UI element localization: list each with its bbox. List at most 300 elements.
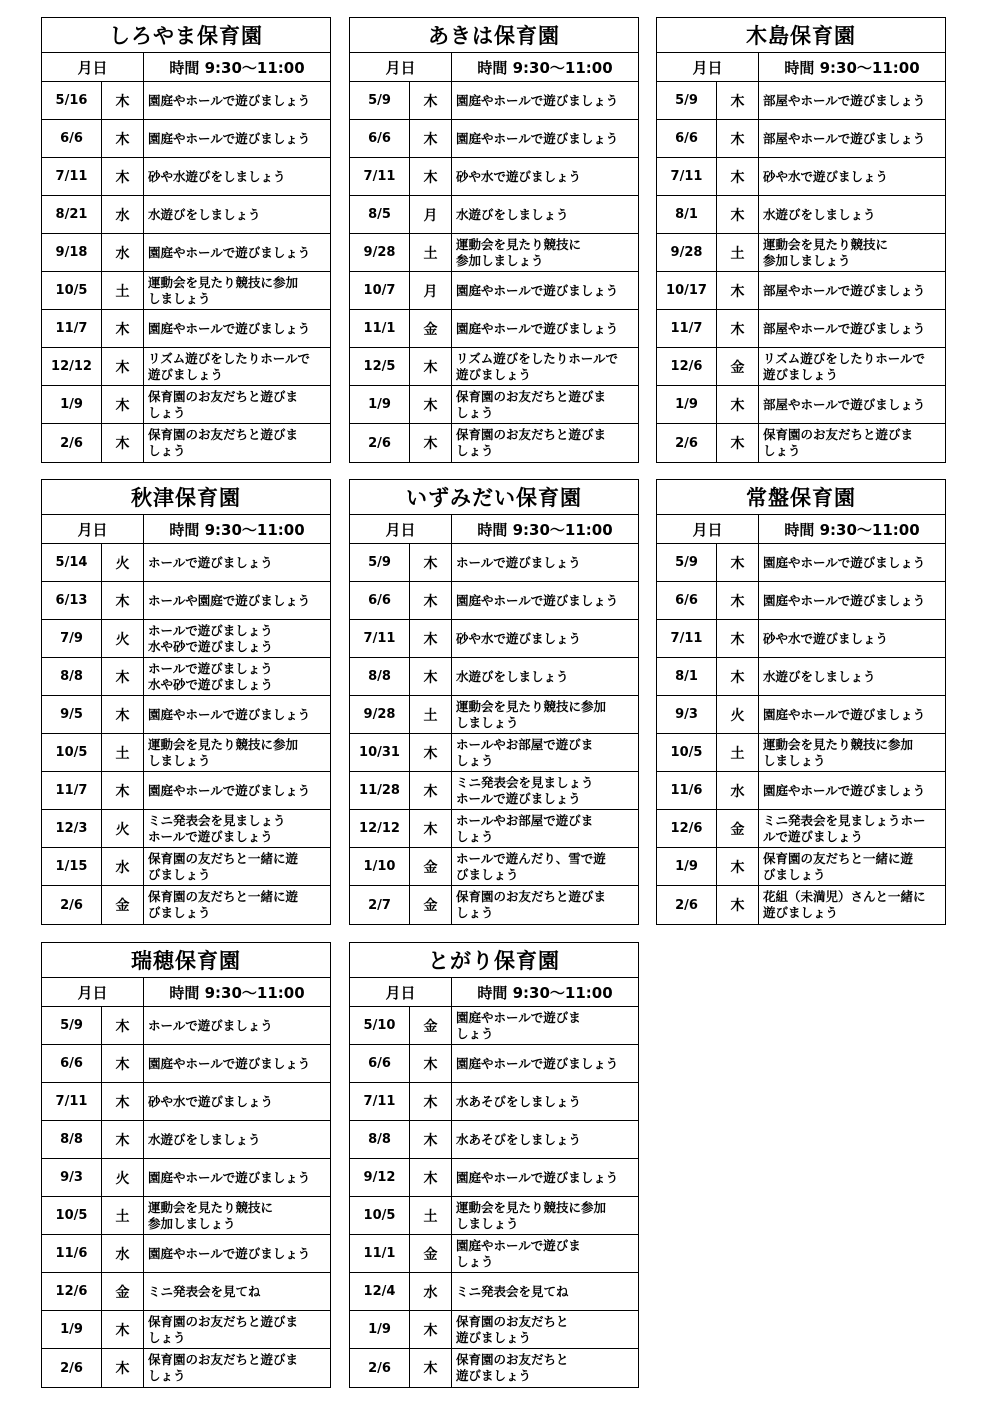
weekday-cell: 土 [410,696,452,733]
weekday-cell: 月 [410,272,452,309]
table-row [350,848,638,886]
weekday-cell: 火 [102,620,144,657]
school-name: 木島保育園 [657,18,945,53]
date-cell: 2/6 [350,1349,410,1387]
table-header [657,515,945,544]
weekday-cell: 木 [410,348,452,385]
weekday-cell: 木 [410,544,452,581]
table-row [42,1045,330,1083]
date-cell: 5/9 [657,82,717,119]
weekday-cell: 木 [410,120,452,157]
activity-cell: 水あそびをしましょう [456,1131,582,1147]
date-cell: 5/9 [42,1007,102,1044]
date-cell: 6/6 [42,120,102,157]
table-row [42,886,330,924]
weekday-cell: 木 [717,386,759,423]
activity-cell: 園庭やホールで遊びましょう [148,320,311,336]
header-time: 時間 9:30～11:00 [477,58,613,77]
date-cell: 5/16 [42,82,102,119]
weekday-cell: 木 [717,886,759,924]
weekday-cell: 木 [410,1311,452,1348]
activity-cell: ミニ発表会を見ましょうホー ルで遊びましょう [763,812,926,844]
weekday-cell: 木 [102,310,144,347]
activity-cell: 保育園のお友だちと遊びま しょう [763,427,914,458]
date-cell: 8/8 [42,658,102,695]
weekday-cell: 木 [410,386,452,423]
activity-cell: 園庭やホールで遊びましょう [456,1169,619,1185]
date-cell: 11/7 [657,310,717,347]
school-name: とがり保育園 [350,943,638,978]
activity-cell: 園庭やホールで遊びましょう [148,1055,311,1071]
activity-cell: ミニ発表会を見てね [148,1283,261,1299]
table-row [350,234,638,272]
table-row [42,696,330,734]
weekday-cell: 火 [102,810,144,847]
activity-cell: 運動会を見たり競技に参加 しましょう [148,736,299,768]
weekday-cell: 土 [410,234,452,271]
schedule-table [656,479,946,925]
table-row [42,424,330,462]
table-row [350,158,638,196]
activity-cell: 園庭やホールで遊びましょう [148,92,311,108]
activity-cell: 保育園のお友だちと 遊びましょう [456,1313,569,1345]
table-row [657,82,945,120]
weekday-cell: 火 [102,544,144,581]
weekday-cell: 木 [717,158,759,195]
weekday-cell: 木 [102,696,144,733]
activity-cell: 砂や水で遊びましょう [456,630,582,646]
activity-cell: 水遊びをしましょう [456,206,569,222]
table-row [657,734,945,772]
activity-cell: 保育園の友だちと一緒に遊 びましょう [148,850,299,882]
table-row [42,544,330,582]
table-body [42,544,330,924]
table-header [350,515,638,544]
table-row [657,848,945,886]
weekday-cell: 木 [410,582,452,619]
weekday-cell: 木 [102,82,144,119]
header-time: 時間 9:30～11:00 [784,520,920,539]
activity-cell: 水あそびをしましょう [456,1093,582,1109]
date-cell: 9/18 [42,234,102,271]
table-row [350,1083,638,1121]
header-date: 月日 [657,53,759,81]
date-cell: 1/9 [657,848,717,885]
table-row [657,234,945,272]
activity-cell: 園庭やホールで遊びましょう [763,782,926,798]
activity-cell: 園庭やホールで遊びま しょう [456,1009,581,1041]
date-cell: 10/17 [657,272,717,309]
table-row [350,1311,638,1349]
weekday-cell: 木 [410,620,452,657]
date-cell: 10/5 [657,734,717,771]
table-row [657,620,945,658]
activity-cell: 水遊びをしましょう [763,668,876,684]
activity-cell: 園庭やホールで遊びましょう [456,1055,619,1071]
table-body [350,82,638,462]
activity-cell: 花組（未満児）さんと一緒に 遊びましょう [763,889,926,920]
activity-cell: 園庭やホールで遊びましょう [763,592,926,608]
table-header [42,978,330,1007]
date-cell: 9/28 [657,234,717,271]
date-cell: 7/11 [42,1083,102,1120]
table-header [350,53,638,82]
activity-cell: 保育園のお友だちと 遊びましょう [456,1352,569,1383]
date-cell: 12/3 [42,810,102,847]
date-cell: 5/14 [42,544,102,581]
activity-cell: 部屋やホールで遊びましょう [763,92,926,108]
header-time: 時間 9:30～11:00 [784,58,920,77]
schedule-table [349,942,639,1388]
date-cell: 7/11 [350,620,410,657]
weekday-cell: 水 [102,196,144,233]
school-name: 瑞穂保育園 [42,943,330,978]
table-row [42,848,330,886]
activity-cell: リズム遊びをしたりホールで 遊びましょう [148,350,311,382]
table-row [42,158,330,196]
weekday-cell: 土 [102,734,144,771]
table-header [657,53,945,82]
activity-cell: 園庭やホールで遊びましょう [148,1245,311,1261]
weekday-cell: 水 [102,848,144,885]
weekday-cell: 金 [410,1007,452,1044]
weekday-cell: 木 [102,1045,144,1082]
activity-cell: ホールや園庭で遊びましょう [148,592,311,608]
activity-cell: 運動会を見たり競技に参加 しましょう [456,1199,607,1231]
activity-cell: 保育園のお友だちと遊びま しょう [148,1313,299,1345]
table-row [350,348,638,386]
table-row [657,158,945,196]
date-cell: 2/6 [42,1349,102,1387]
date-cell: 6/6 [350,582,410,619]
weekday-cell: 木 [410,772,452,809]
activity-cell: 保育園のお友だちと遊びま しょう [148,427,299,458]
weekday-cell: 土 [102,1197,144,1234]
activity-cell: 園庭やホールで遊びましょう [456,592,619,608]
table-row [350,1235,638,1273]
table-row [350,1159,638,1197]
table-row [350,886,638,924]
weekday-cell: 木 [410,1159,452,1196]
weekday-cell: 木 [717,582,759,619]
table-row [657,658,945,696]
table-body [657,82,945,462]
activity-cell: 園庭やホールで遊びましょう [148,706,311,722]
table-row [42,1349,330,1387]
date-cell: 10/31 [350,734,410,771]
date-cell: 11/6 [42,1235,102,1272]
date-cell: 10/5 [42,734,102,771]
date-cell: 1/9 [657,386,717,423]
weekday-cell: 木 [410,734,452,771]
table-row [42,734,330,772]
table-row [657,696,945,734]
table-row [350,772,638,810]
table-row [42,582,330,620]
table-body [350,1007,638,1387]
activity-cell: 園庭やホールで遊びましょう [148,1169,311,1185]
table-row [350,696,638,734]
school-name: 秋津保育園 [42,480,330,515]
activity-cell: 運動会を見たり競技に 参加しましょう [148,1199,274,1231]
date-cell: 12/6 [657,810,717,847]
weekday-cell: 木 [102,1083,144,1120]
weekday-cell: 木 [102,1349,144,1387]
date-cell: 5/10 [350,1007,410,1044]
activity-cell: ホールで遊びましょう 水や砂で遊びましょう [148,622,274,654]
weekday-cell: 金 [410,886,452,924]
weekday-cell: 金 [717,348,759,385]
activity-cell: 園庭やホールで遊びましょう [456,92,619,108]
activity-cell: 砂や水遊びをしましょう [148,168,286,184]
table-row [350,1273,638,1311]
date-cell: 12/4 [350,1273,410,1310]
date-cell: 11/7 [42,310,102,347]
date-cell: 8/21 [42,196,102,233]
activity-cell: 運動会を見たり競技に 参加しましょう [763,236,889,268]
date-cell: 7/11 [350,158,410,195]
table-row [350,424,638,462]
table-row [42,1235,330,1273]
table-row [657,810,945,848]
school-name: 常盤保育園 [657,480,945,515]
header-time: 時間 9:30～11:00 [477,520,613,539]
table-row [350,810,638,848]
weekday-cell: 木 [102,582,144,619]
table-row [350,310,638,348]
date-cell: 10/7 [350,272,410,309]
table-row [657,386,945,424]
date-cell: 2/7 [350,886,410,924]
table-row [42,1273,330,1311]
date-cell: 12/12 [350,810,410,847]
date-cell: 6/6 [350,1045,410,1082]
activity-cell: ホールやお部屋で遊びま しょう [456,736,594,768]
weekday-cell: 木 [717,658,759,695]
activity-cell: 保育園のお友だちと遊びま しょう [456,388,607,420]
date-cell: 12/5 [350,348,410,385]
date-cell: 9/3 [42,1159,102,1196]
table-row [350,386,638,424]
table-header [42,53,330,82]
weekday-cell: 木 [102,424,144,462]
table-row [42,1197,330,1235]
header-time: 時間 9:30～11:00 [477,983,613,1002]
activity-cell: 保育園のお友だちと遊びま しょう [456,889,607,920]
date-cell: 11/28 [350,772,410,809]
date-cell: 1/9 [42,1311,102,1348]
date-cell: 12/6 [42,1273,102,1310]
activity-cell: リズム遊びをしたりホールで 遊びましょう [456,350,619,382]
date-cell: 9/12 [350,1159,410,1196]
date-cell: 9/3 [657,696,717,733]
table-row [657,120,945,158]
date-cell: 6/6 [42,1045,102,1082]
weekday-cell: 木 [717,620,759,657]
weekday-cell: 水 [410,1273,452,1310]
table-row [350,658,638,696]
date-cell: 2/6 [657,886,717,924]
date-cell: 9/5 [42,696,102,733]
weekday-cell: 水 [717,772,759,809]
weekday-cell: 金 [410,310,452,347]
weekday-cell: 木 [102,1311,144,1348]
table-row [657,582,945,620]
activity-cell: 園庭やホールで遊びましょう [456,282,619,298]
table-row [657,544,945,582]
schedule-table [349,17,639,463]
weekday-cell: 木 [717,424,759,462]
table-row [42,1311,330,1349]
date-cell: 5/9 [657,544,717,581]
table-row [42,82,330,120]
table-row [350,620,638,658]
schedule-table [41,479,331,925]
table-row [42,1159,330,1197]
activity-cell: ミニ発表会を見ましょう ホールで遊びましょう [456,774,594,806]
schedule-table [41,17,331,463]
table-header [42,515,330,544]
activity-cell: 保育園のお友だちと遊びま しょう [148,1352,299,1383]
table-row [42,658,330,696]
date-cell: 11/6 [657,772,717,809]
activity-cell: 砂や水で遊びましょう [456,168,582,184]
header-time: 時間 9:30～11:00 [169,983,305,1002]
table-row [657,772,945,810]
weekday-cell: 木 [410,424,452,462]
date-cell: 7/11 [42,158,102,195]
table-row [350,1007,638,1045]
table-row [42,234,330,272]
table-row [657,424,945,462]
weekday-cell: 金 [717,810,759,847]
table-row [350,544,638,582]
weekday-cell: 木 [410,658,452,695]
activity-cell: 砂や水で遊びましょう [148,1093,274,1109]
activity-cell: ホールやお部屋で遊びま しょう [456,812,594,844]
weekday-cell: 木 [717,196,759,233]
table-row [657,272,945,310]
activity-cell: 園庭やホールで遊びましょう [763,706,926,722]
date-cell: 12/6 [657,348,717,385]
school-name: しろやま保育園 [42,18,330,53]
activity-cell: 園庭やホールで遊びましょう [148,130,311,146]
header-time: 時間 9:30～11:00 [169,58,305,77]
weekday-cell: 木 [410,810,452,847]
table-row [350,1121,638,1159]
table-body [350,544,638,924]
date-cell: 8/1 [657,658,717,695]
weekday-cell: 木 [102,772,144,809]
date-cell: 12/12 [42,348,102,385]
weekday-cell: 月 [410,196,452,233]
table-row [42,1007,330,1045]
date-cell: 1/15 [42,848,102,885]
table-header [350,978,638,1007]
table-row [350,82,638,120]
activity-cell: 部屋やホールで遊びましょう [763,320,926,336]
date-cell: 6/6 [350,120,410,157]
date-cell: 10/5 [350,1197,410,1234]
activity-cell: 部屋やホールで遊びましょう [763,282,926,298]
weekday-cell: 火 [717,696,759,733]
date-cell: 8/8 [42,1121,102,1158]
date-cell: 10/5 [42,1197,102,1234]
weekday-cell: 木 [717,120,759,157]
weekday-cell: 土 [102,272,144,309]
date-cell: 9/28 [350,234,410,271]
weekday-cell: 木 [410,1045,452,1082]
school-name: いずみだい保育園 [350,480,638,515]
table-row [42,386,330,424]
header-date: 月日 [42,978,144,1006]
weekday-cell: 木 [717,272,759,309]
date-cell: 1/9 [350,386,410,423]
date-cell: 8/1 [657,196,717,233]
weekday-cell: 金 [410,848,452,885]
date-cell: 6/6 [657,120,717,157]
table-row [42,810,330,848]
date-cell: 1/9 [350,1311,410,1348]
activity-cell: 運動会を見たり競技に 参加しましょう [456,236,582,268]
activity-cell: リズム遊びをしたりホールで 遊びましょう [763,350,926,382]
date-cell: 7/9 [42,620,102,657]
table-row [42,1121,330,1159]
weekday-cell: 木 [410,158,452,195]
weekday-cell: 木 [717,544,759,581]
activity-cell: 保育園の友だちと一緒に遊 びましょう [763,850,914,882]
activity-cell: 砂や水で遊びましょう [763,630,889,646]
activity-cell: ミニ発表会を見てね [456,1283,569,1299]
table-row [657,310,945,348]
table-row [42,1083,330,1121]
date-cell: 11/1 [350,310,410,347]
weekday-cell: 土 [717,734,759,771]
date-cell: 7/11 [657,158,717,195]
date-cell: 5/9 [350,544,410,581]
weekday-cell: 木 [102,120,144,157]
table-row [350,582,638,620]
weekday-cell: 金 [102,1273,144,1310]
table-row [657,886,945,924]
table-row [42,772,330,810]
date-cell: 2/6 [42,886,102,924]
table-row [350,272,638,310]
weekday-cell: 木 [717,82,759,119]
activity-cell: ホールで遊んだり、雪で遊 びましょう [456,850,606,882]
table-row [350,1349,638,1387]
activity-cell: ミニ発表会を見ましょう ホールで遊びましょう [148,812,286,844]
date-cell: 2/6 [657,424,717,462]
activity-cell: 水遊びをしましょう [148,206,261,222]
table-row [350,1197,638,1235]
date-cell: 7/11 [350,1083,410,1120]
table-row [42,348,330,386]
date-cell: 8/8 [350,1121,410,1158]
activity-cell: 園庭やホールで遊びましょう [456,320,619,336]
activity-cell: 園庭やホールで遊びましょう [456,130,619,146]
date-cell: 2/6 [350,424,410,462]
schedule-table [41,942,331,1388]
activity-cell: 園庭やホールで遊びましょう [148,244,311,260]
activity-cell: 運動会を見たり競技に参加 しましょう [763,736,914,768]
header-date: 月日 [350,53,452,81]
table-row [42,120,330,158]
weekday-cell: 木 [717,310,759,347]
activity-cell: 園庭やホールで遊びましょう [148,782,311,798]
date-cell: 6/13 [42,582,102,619]
table-row [350,120,638,158]
